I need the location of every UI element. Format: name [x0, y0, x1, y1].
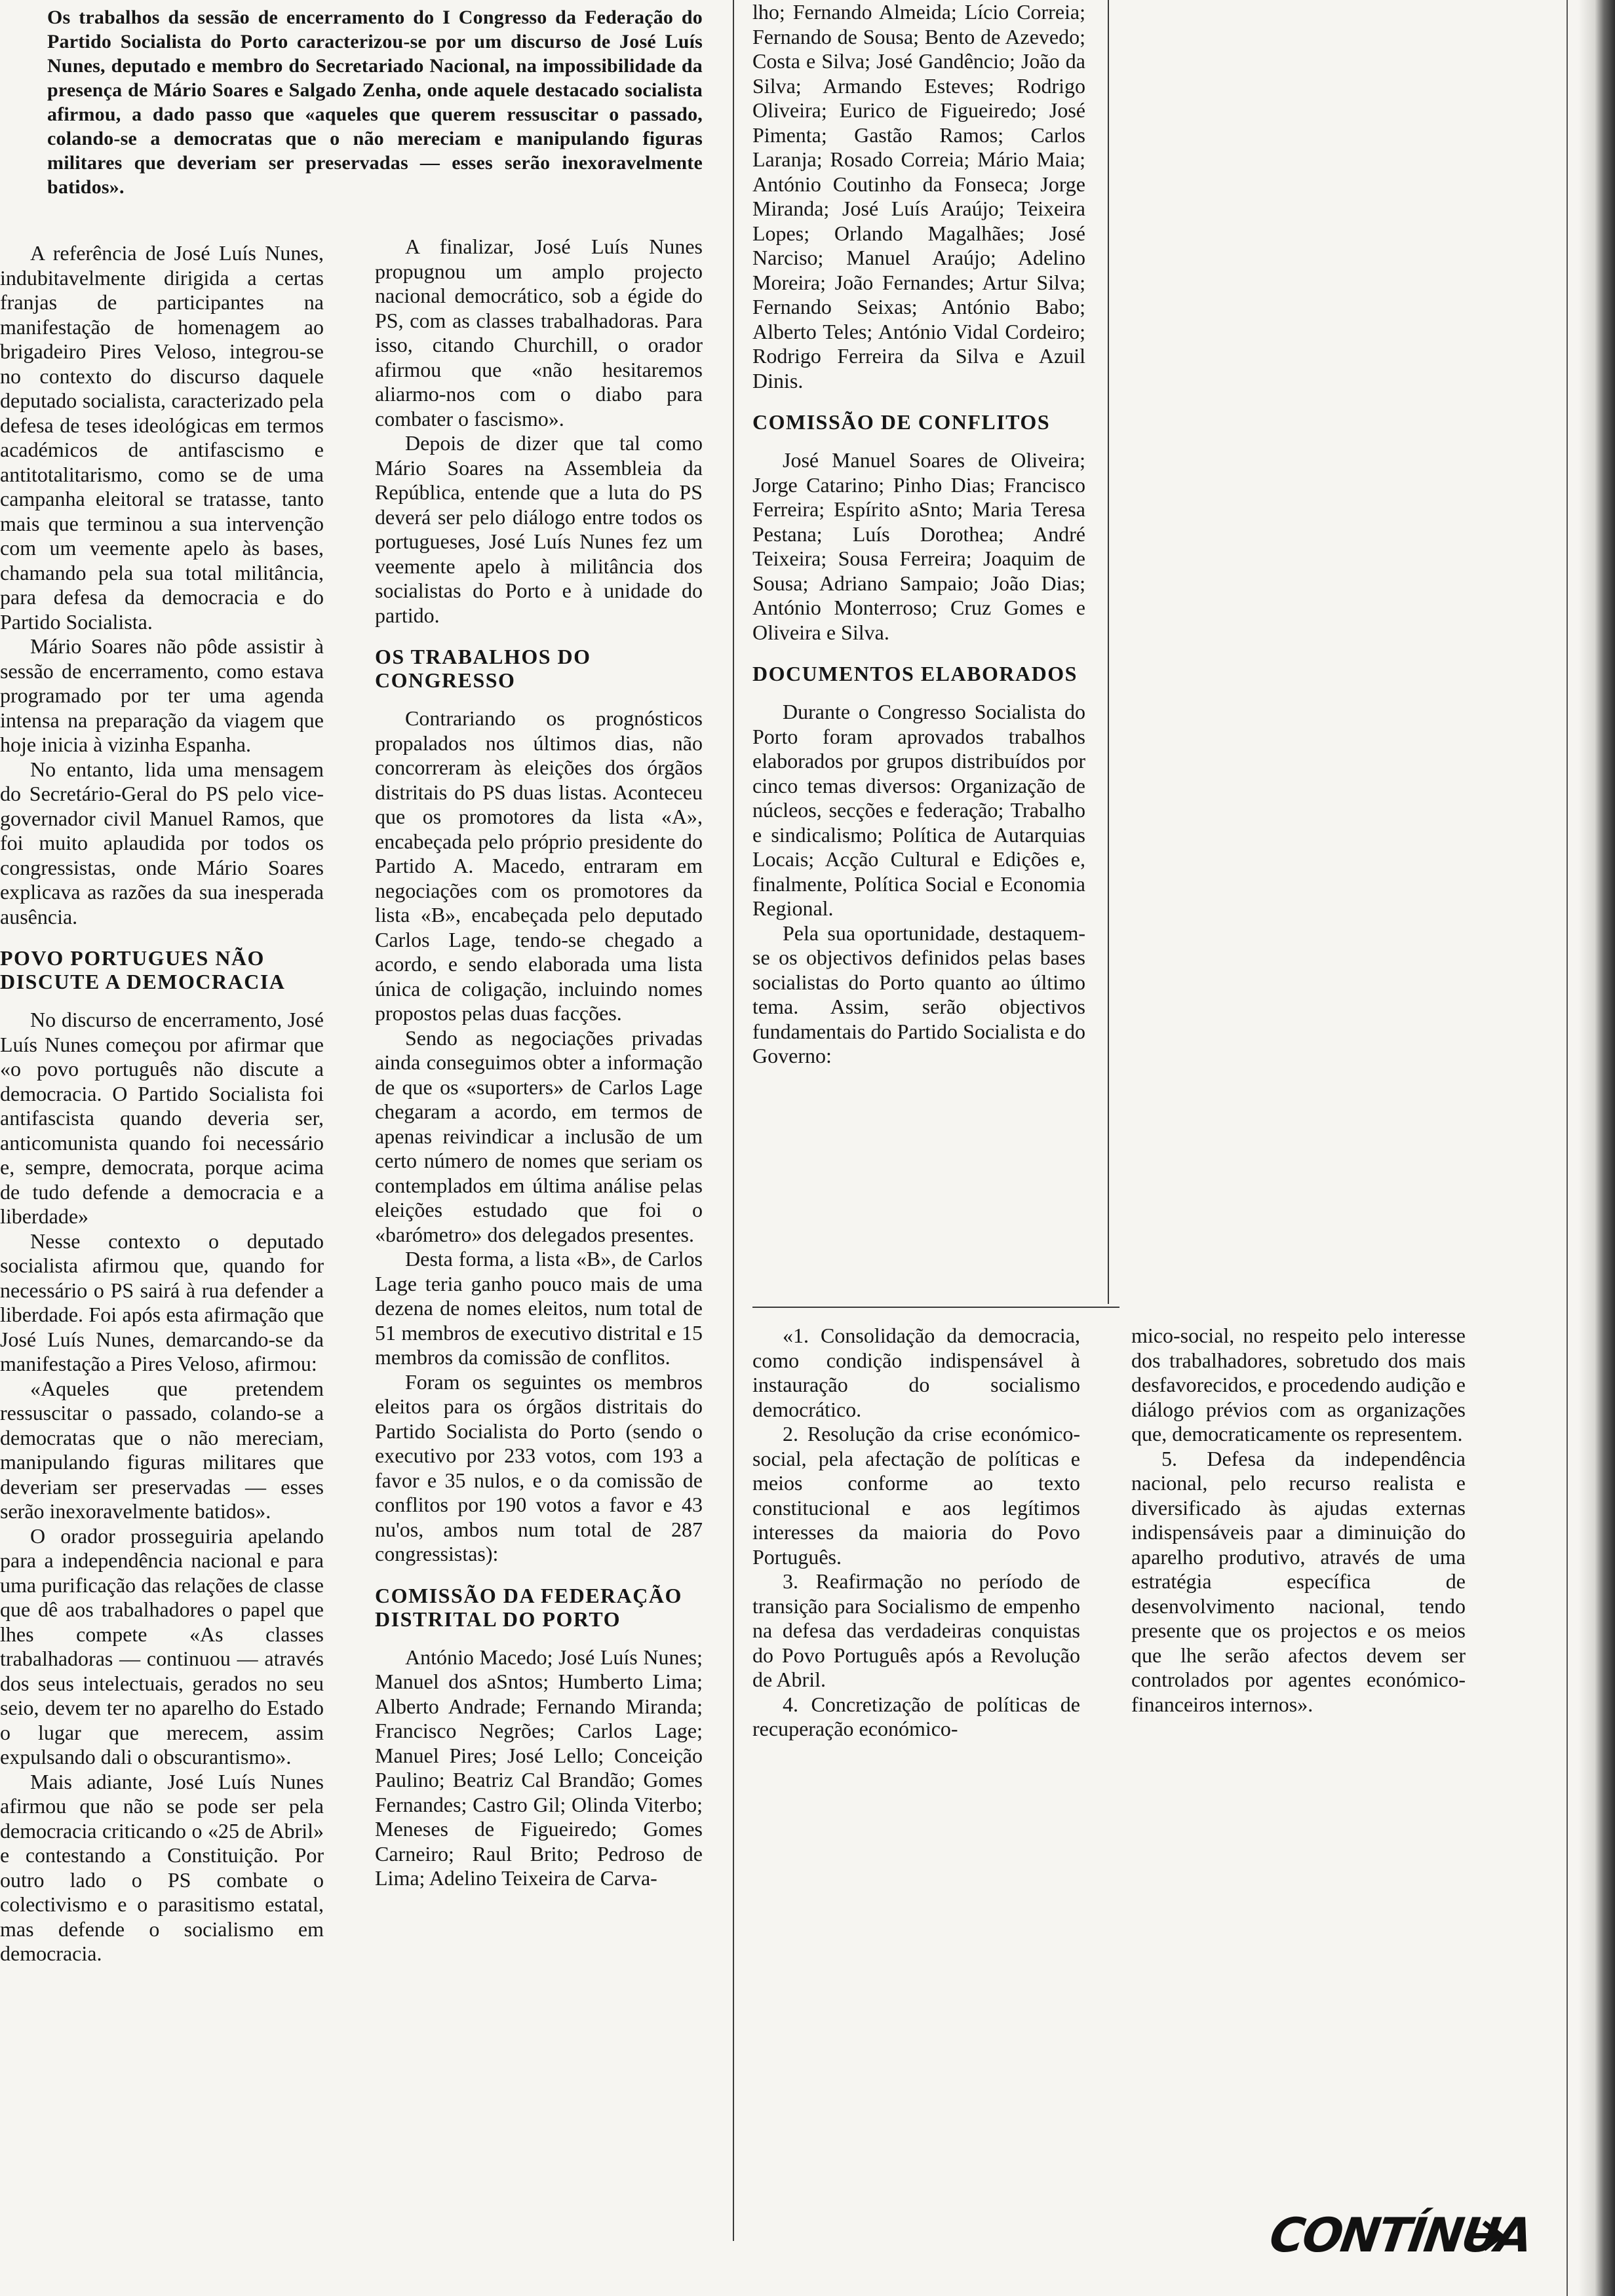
- paragraph: lho; Fernando Almeida; Lício Correia; Fernando de Sousa; Bento de Azevedo; Costa e Silva; José Gandêncio; João da Silva; Armando Esteves; Rodrigo Oliveira; Eurico de Figueiredo; José Pimenta; Gastão Ramos; Carlos Laranja; Rosado Correia; Mário Maia; António Coutinho da Fonseca; Jorge Miranda; José Luís Araújo; Teixeira Lopes; Orlando Magalhães; José Narciso; Manuel Araújo; Adelino Moreira; João Fernandes; Artur Silva; Fernando Seixas; António Babo; Alberto Teles; António Vidal Cordeiro; Rodrigo Ferreira da Silva e Azuil Dinis.: [752, 0, 1085, 392]
- paragraph: Nesse contexto o deputado socialista afirmou que, quando for necessário o PS sairá à rua defender a liberdade. Foi após esta afirmação que José Luís Nunes, demarcando-se da manifestação a Pires Veloso, afirmou:: [0, 1229, 324, 1375]
- paragraph: Depois de dizer que tal como Mário Soares na Assembleia da República, entende que a luta do PS deverá ser pelo diálogo entre todos os portugueses, José Luís Nunes fez um veemente apelo à militância dos socialistas do Porto e à unidade do partido.: [375, 431, 703, 627]
- paragraph: José Manuel Soares de Oliveira; Jorge Catarino; Pinho Dias; Francisco Ferreira; Espírito aSnto; Maria Teresa Pestana; Luís Dorothea; André Teixeira; Sousa Ferreira; Joaquim de Sousa; Adriano Sampaio; João Dias; António Monterroso; Cruz Gomes e Oliveira e Silva.: [752, 448, 1085, 644]
- arrow-icon: [1270, 2199, 1506, 2271]
- continua-handwritten: CONTÍNUA: [1266, 2208, 1535, 2263]
- column-4: [752, 1324, 1080, 1742]
- section-heading: COMISSÃO DA FEDERAÇÃO DISTRITAL DO PORTO: [375, 1583, 682, 1631]
- section-heading: DOCUMENTOS ELABORADOS: [752, 662, 1078, 685]
- paragraph: O orador prosseguiria apelando para a independência nacional e para uma purificação das relações de classe que dê aos trabalhadores o papel que lhes compete «As classes trabalhadoras — continuou — através dos seus intelectuais, gerados no seu seio, devem ter no aparelho do Estado o lugar que merecem, assim expulsando dali o obscurantismo».: [0, 1523, 324, 1769]
- paragraph: mico-social, no respeito pelo interesse dos trabalhadores, sobretudo dos mais desfavorecidos, e procedendo audição e diálogo prévios com as organizações que, democraticamente os representem.: [1131, 1324, 1466, 1445]
- scan-edge: [1578, 0, 1615, 2296]
- paragraph: Contrariando os prognósticos propalados nos últimos dias, não concorreram às eleições dos órgãos distritais do PS duas listas. Aconteceu que os promotores da lista «A», encabeçada pelo próprio presidente do Partido A. Macedo, entraram em negociações com os promotores da lista «B», encabeçada pelo deputado Carlos Lage, tendo-se chegado a acordo, e sendo elaborada uma lista única de coligação, incluindo nomes propostos pelas duas facções.: [375, 706, 703, 1025]
- continua-stamp: [1266, 2199, 1535, 2271]
- paragraph: 5. Defesa da independência nacional, pelo recurso realista e diversificado às ajudas externas indispensáveis paar a diminuição do aparelho produtivo, através de uma estratégia específica de desenvolvimento nacional, tendo presente que os projectos e os meios que lhe serão afectos devem ser controlados por agentes económico-financeiros internos».: [1131, 1446, 1466, 1716]
- column-1: [0, 241, 324, 1966]
- column-divider: [733, 0, 734, 2241]
- paragraph: Pela sua oportunidade, destaquem-se os objectivos definidos pelas bases socialistas do Porto quanto ao último tema. Assim, serão objectivos fundamentais do Partido Socialista e do Governo:: [752, 921, 1085, 1067]
- column-divider: [1108, 0, 1109, 1304]
- objectives-list: [752, 1324, 1080, 1742]
- section-heading: COMISSÃO DE CONFLITOS: [752, 410, 1051, 434]
- list-item: 4. Concretização de políticas de recuperação económico-: [752, 1692, 1080, 1740]
- list-item: «1. Consolidação da democracia, como condição indispensável à instauração do socialismo democrático.: [752, 1324, 1080, 1421]
- section-heading: POVO PORTUGUES NÃO DISCUTE A DEMOCRACIA: [0, 946, 286, 993]
- paragraph: No entanto, lida uma mensagem do Secretário-Geral do PS pelo vice-governador civil Manuel Ramos, que foi muito aplaudida por todos os congressistas, onde Mário Soares explicava as razões da sua inesperada ausência.: [0, 757, 324, 928]
- paragraph: A finalizar, José Luís Nunes propugnou um amplo projecto nacional democrático, sob a égide do PS, com as classes trabalhadoras. Para isso, citando Churchill, o orador afirmou que «não hesitaremos aliarmo-nos com o diabo para combater o fascismo».: [375, 235, 703, 430]
- section-divider: [752, 1307, 1119, 1308]
- lead-paragraph: Os trabalhos da sessão de encerramento do I Congresso da Federação do Partido Socialista do Porto caracterizou-se por um discurso de José Luís Nunes, deputado e membro do Secretariado Nacional, na impossibilidade da presença de Mário Soares e Salgado Zenha, onde aquele destacado socialista afirmou, a dado passo que «aqueles que querem ressuscitar o passado, colando-se a democratas que o não mereciam e manipulando figuras militares que deveriam ser preservadas — esses serão inexoravelmente batidos».: [47, 7, 703, 198]
- paragraph: Desta forma, a lista «B», de Carlos Lage teria ganho pouco mais de uma dezena de nomes eleitos, num total de 51 membros de executivo distrital e 15 membros da comissão de conflitos.: [375, 1247, 703, 1369]
- paragraph: No discurso de encerramento, José Luís Nunes começou por afirmar que «o povo português não discute a democracia. O Partido Socialista foi antifascista quando deveria ser, anticomunista quando foi necessário e, sempre, democrata, porque acima de tudo defende a democracia e a liberdade»: [0, 1008, 324, 1228]
- section-heading: OS TRABALHOS DO CONGRESSO: [375, 645, 591, 692]
- list-item: 2. Resolução da crise económico-social, pela afectação de políticas e meios conforme ao texto constitucional e aos legítimos interesses da maioria do Povo Português.: [752, 1422, 1080, 1569]
- paragraph: A referência de José Luís Nunes, indubitavelmente dirigida a certas franjas de participantes na manifestação de homenagem ao brigadeiro Pires Veloso, integrou-se no contexto do discurso daquele deputado socialista, caracterizado pela defesa de teses ideológicas em termos académicos de antifascismo e antitotalitarismo, como se de uma campanha eleitoral se tratasse, tanto mais que terminou a sua intervenção com um veemente apelo às bases, chamando pela sua total militância, para defesa da democracia e do Partido Socialista.: [0, 241, 324, 634]
- column-2: [375, 235, 703, 1891]
- column-3: [752, 0, 1085, 1069]
- paragraph: Mais adiante, José Luís Nunes afirmou que não se pode ser pela democracia criticando o «25 de Abril» e contestando a Constituição. Por outro lado o PS combate o colectivismo e o parasitismo estatal, mas defende o socialismo em democracia.: [0, 1769, 324, 1965]
- paragraph: «Aqueles que pretendem ressuscitar o passado, colando-se a democratas que o não mereciam, manipulando figuras militares que deveriam ser preservadas — esses serão inexoravelmente batidos».: [0, 1376, 324, 1523]
- paragraph: Foram os seguintes os membros eleitos para os órgãos distritais do Partido Socialista do Porto (sendo o executivo por 233 votos, com 193 a favor e 35 nulos, e o da comissão de conflitos por 190 votos a favor e 43 nu'os, ambos num total de 287 congressistas):: [375, 1369, 703, 1565]
- column-5: [1131, 1324, 1466, 1717]
- paragraph: Sendo as negociações privadas ainda conseguimos obter a informação de que os «suporters» de Carlos Lage chegaram a acordo, em termos de apenas reivindicar a inclusão de um certo número de nomes que seriam os contemplados em última análise pelas eleições estudado que foi o «barómetro» dos delegados presentes.: [375, 1025, 703, 1246]
- paragraph: Durante o Congresso Socialista do Porto foram aprovados trabalhos elaborados por grupos distribuídos por cinco temas diversos: Organização de núcleos, secções e federação; Trabalho e sindicalismo; Política de Autarquias Locais; Acção Cultural e Edições e, finalmente, Política Social e Economia Regional.: [752, 700, 1085, 920]
- paragraph: Mário Soares não pôde assistir à sessão de encerramento, como estava programado por ter uma agenda intensa na preparação da viagem que hoje inicia à vizinha Espanha.: [0, 634, 324, 756]
- list-item: 3. Reafirmação no período de transição para Socialismo de empenho na defesa das verdadeiras conquistas do Povo Português após a Revolução de Abril.: [752, 1569, 1080, 1691]
- paragraph: António Macedo; José Luís Nunes; Manuel dos aSntos; Humberto Lima; Alberto Andrade; Fernando Miranda; Francisco Negrões; Carlos Lage; Manuel Pires; José Lello; Conceição Paulino; Beatriz Cal Brandão; Gomes Fernandes; Castro Gil; Olinda Viterbo; Meneses de Figueiredo; Gomes Carneiro; Raul Brito; Pedroso de Lima; Adelino Teixeira de Carva-: [375, 1645, 703, 1890]
- column-divider: [1566, 0, 1568, 2296]
